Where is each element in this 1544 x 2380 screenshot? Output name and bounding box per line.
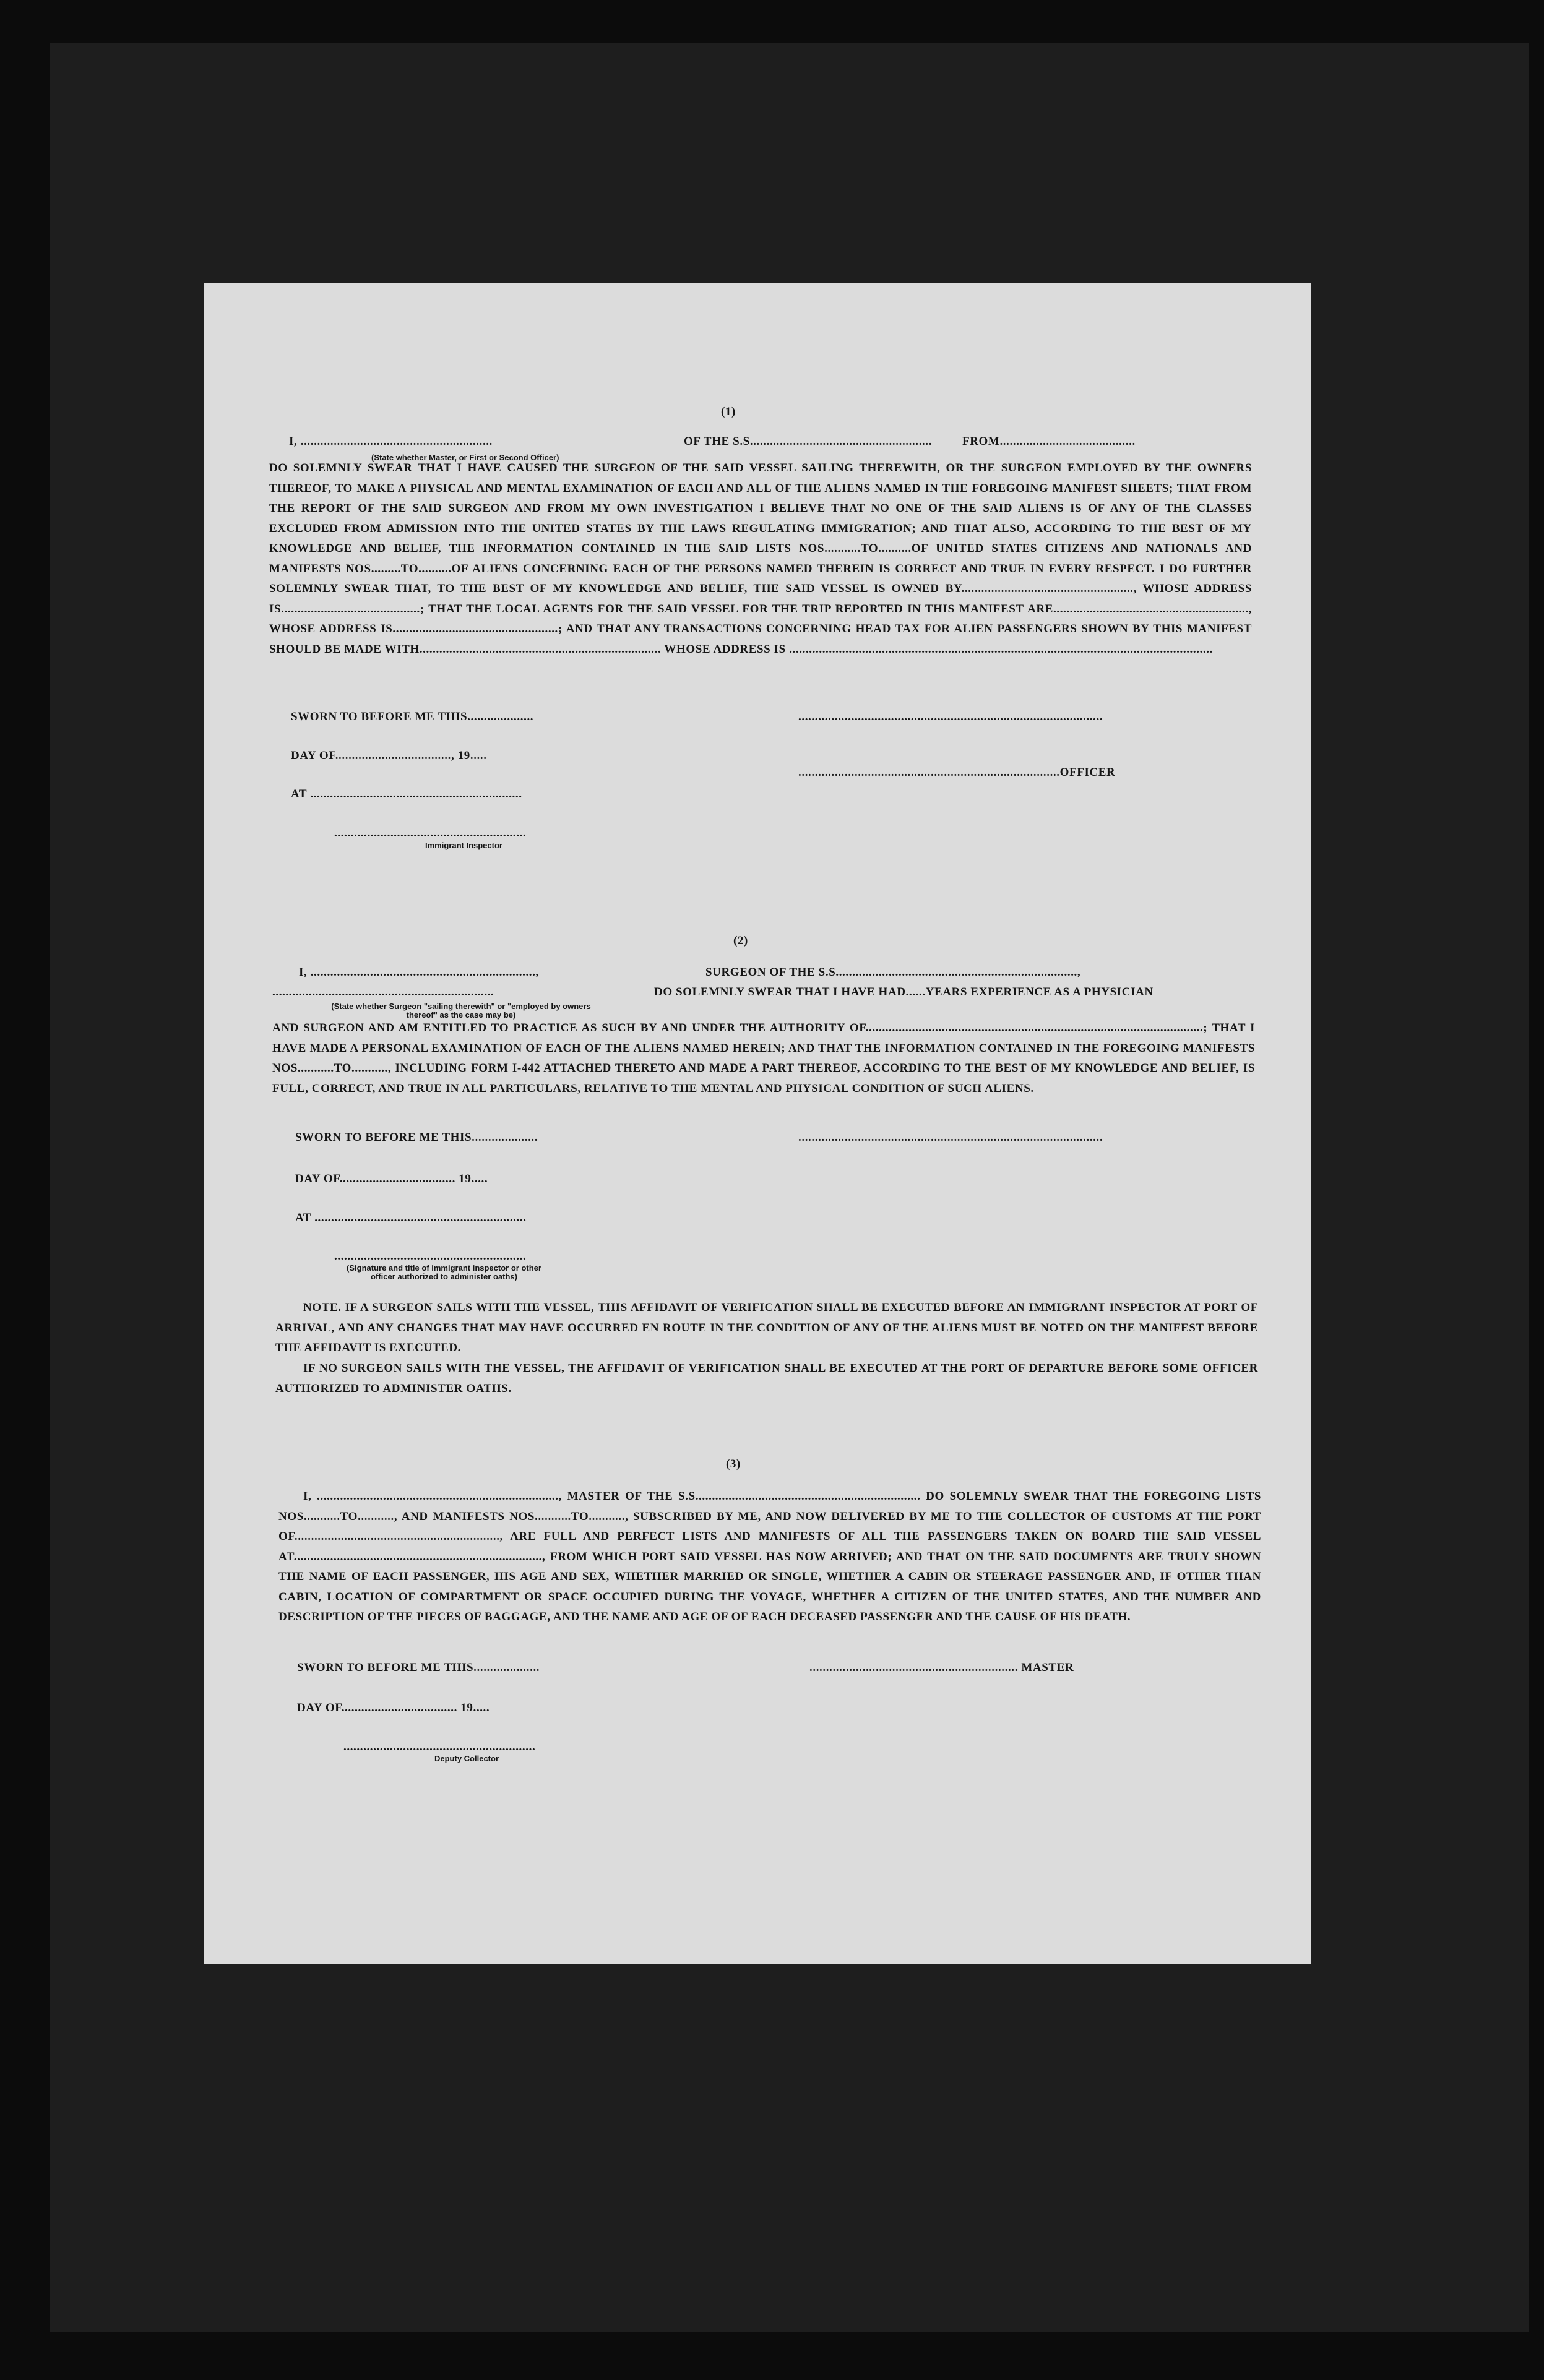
at-line: AT ................................................................: [295, 1211, 527, 1224]
form-page: [204, 283, 1311, 1964]
master-oath-paragraph: DO SOLEMNLY SWEAR THAT I HAVE CAUSED THE SURGEON OF THE SAID VESSEL SAILING THEREWITH, OR THE SURGEON EMPLOYED BY THE OWNERS THEREOF, TO MAKE A PHYSICAL AND MENTAL EXAMINATION OF EACH AND ALL OF THE ALIENS NAMED IN THE FOREGOING MANIFEST SHEETS; THAT FROM THE REPORT OF THE SAID SURGEON AND FROM MY OWN INVESTIGATION I BELIEVE THAT NO ONE OF THE SAID ALIENS IS OF ANY OF THE CLASSES EXCLUDED FROM ADMISSION INTO THE UNITED STATES BY THE LAWS REGULATING IMMIGRATION; AND THAT ALSO, ACCORDING TO THE BEST OF MY KNOWLEDGE AND BELIEF, THE INFORMATION CONTAINED IN THE SAID LISTS NOS...........TO..........OF UNITED STATES CITIZENS AND NATIONALS AND MANIFESTS NOS.........TO..........OF ALIENS CONCERNING EACH OF THE PERSONS NAMED THEREIN IS CORRECT AND TRUE IN EVERY RESPECT. I DO FURTHER SOLEMNLY SWEAR THAT, TO THE BEST OF MY KNOWLEDGE AND BELIEF, THE SAID VESSEL IS OWNED BY...................................................., WHOSE ADDRESS IS..........................................; THAT THE LOCAL AGENTS FOR THE SAID VESSEL FOR THE TRIP REPORTED IN THIS MANIFEST ARE..........................................................., WHOSE ADDRESS IS..................................................; AND THAT ANY TRANSACTIONS CONCERNING HEAD TAX FOR ALIEN PASSENGERS SHOWN BY THIS MANIFEST SHOULD BE MADE WITH......................................................................... WHOSE ADDRESS IS ................................................................................................................................: [269, 462, 1252, 656]
day-line: DAY OF..................................., 19.....: [291, 749, 487, 762]
inspector-signature-line[interactable]: ..........................................................: [334, 827, 527, 840]
surgeon-vessel-field[interactable]: SURGEON OF THE S.S.........................................................................,: [705, 966, 1081, 979]
surgeon-signature-line[interactable]: ............................................................................................: [798, 1131, 1103, 1144]
master-name-field[interactable]: I, ..........................................................: [289, 435, 493, 448]
sworn-line: SWORN TO BEFORE ME THIS....................: [295, 1131, 538, 1144]
surgeon-oath-start: DO SOLEMNLY SWEAR THAT I HAVE HAD......YEARS EXPERIENCE AS A PHYSICIAN: [654, 986, 1154, 999]
master-lists-oath-paragraph: I, ........................................................................., MASTER OF THE S.S.................................................................... DO SOLEMNLY SWEAR THAT THE FOREGOING LISTS NOS...........TO..........., AND MANIFESTS NOS...........TO..........., SUBSCRIBED BY ME, AND NOW DELIVERED BY ME TO THE COLLECTOR OF CUSTOMS AT THE PORT OF.............................................................., ARE FULL AND PERFECT LISTS AND MANIFESTS OF ALL THE PASSENGERS TAKEN ON BOARD THE SAID VESSEL AT..........................................................................., FROM WHICH PORT SAID VESSEL HAS NOW ARRIVED; AND THAT ON THE SAID DOCUMENTS ARE TRULY SHOWN THE NAME OF EACH PASSENGER, HIS AGE AND SEX, WHETHER MARRIED OR SINGLE, WHETHER A CABIN OR STEERAGE PASSENGER AND, IF OTHER THAN CABIN, LOCATION OF COMPARTMENT OR SPACE OCCUPIED DURING THE VOYAGE, WHETHER A CITIZEN OF THE UNITED STATES, AND THE NUMBER AND DESCRIPTION OF THE PIECES OF BAGGAGE, AND THE NAME AND AGE OF OF EACH DECEASED PASSENGER AND THE CAUSE OF HIS DEATH.: [278, 1490, 1261, 1623]
sworn-line: SWORN TO BEFORE ME THIS....................: [291, 710, 534, 723]
section-1-number: (1): [721, 405, 736, 418]
sworn-line: SWORN TO BEFORE ME THIS....................: [297, 1661, 540, 1674]
section-2-number: (2): [733, 934, 748, 947]
note-no-surgeon: IF NO SURGEON SAILS WITH THE VESSEL, THE AFFIDAVIT OF VERIFICATION SHALL BE EXECUTED AT THE PORT OF DEPARTURE BEFORE SOME OFFICER AUTHORIZED TO ADMINISTER OATHS.: [275, 1362, 1258, 1395]
officer-signature-line[interactable]: ...............................................................................OFFICER: [798, 766, 1116, 779]
day-line: DAY OF................................... 19.....: [297, 1701, 490, 1714]
surgeon-status-field[interactable]: ...................................................................: [272, 986, 494, 999]
master-officer-caption: (State whether Master, or First or Second Officer): [371, 453, 559, 462]
note-surgeon-sails: NOTE. IF A SURGEON SAILS WITH THE VESSEL, THIS AFFIDAVIT OF VERIFICATION SHALL BE EXECUTED BEFORE AN IMMIGRANT INSPECTOR AT PORT OF ARRIVAL, AND ANY CHANGES THAT MAY HAVE OCCURRED EN ROUTE IN THE CONDITION OF ANY OF THE ALIENS MUST BE NOTED ON THE MANIFEST BEFORE THE AFFIDAVIT IS EXECUTED.: [275, 1301, 1258, 1354]
at-line: AT ................................................................: [291, 788, 522, 801]
surgeon-status-caption: (State whether Surgeon "sailing therewith" or "employed by owners thereof" as the case may be): [331, 1002, 591, 1020]
from-port-field[interactable]: FROM.........................................: [962, 435, 1136, 448]
collector-signature-line[interactable]: ..........................................................: [343, 1740, 536, 1753]
vessel-name-field[interactable]: OF THE S.S.......................................................: [684, 435, 933, 448]
deponent-signature-line[interactable]: ............................................................................................: [798, 710, 1103, 723]
day-line: DAY OF................................... 19.....: [295, 1172, 488, 1185]
deputy-collector-caption: Deputy Collector: [434, 1754, 499, 1763]
inspector-caption: Immigrant Inspector: [425, 841, 502, 850]
surgeon-name-field[interactable]: I, ....................................................................,: [299, 966, 539, 979]
officer-signature-line[interactable]: ..........................................................: [334, 1250, 527, 1263]
surgeon-oath-paragraph: AND SURGEON AND AM ENTITLED TO PRACTICE AS SUCH BY AND UNDER THE AUTHORITY OF......................................................................................................; THAT I HAVE MADE A PERSONAL EXAMINATION OF EACH OF THE ALIENS NAMED HEREIN; AND THAT THE INFORMATION CONTAINED IN THE FOREGOING MANIFESTS NOS...........TO..........., INCLUDING FORM I-442 ATTACHED THERETO AND MADE A PART THEREOF, ACCORDING TO THE BEST OF MY KNOWLEDGE AND BELIEF, IS FULL, CORRECT, AND TRUE IN ALL PARTICULARS, RELATIVE TO THE MENTAL AND PHYSICAL CONDITION OF SUCH ALIENS.: [272, 1021, 1255, 1095]
section-3-number: (3): [726, 1458, 741, 1471]
master-signature-line[interactable]: ............................................................... MASTER: [809, 1661, 1074, 1674]
officer-signature-caption: (Signature and title of immigrant inspector or other officer authorized to administer oaths): [347, 1263, 541, 1281]
